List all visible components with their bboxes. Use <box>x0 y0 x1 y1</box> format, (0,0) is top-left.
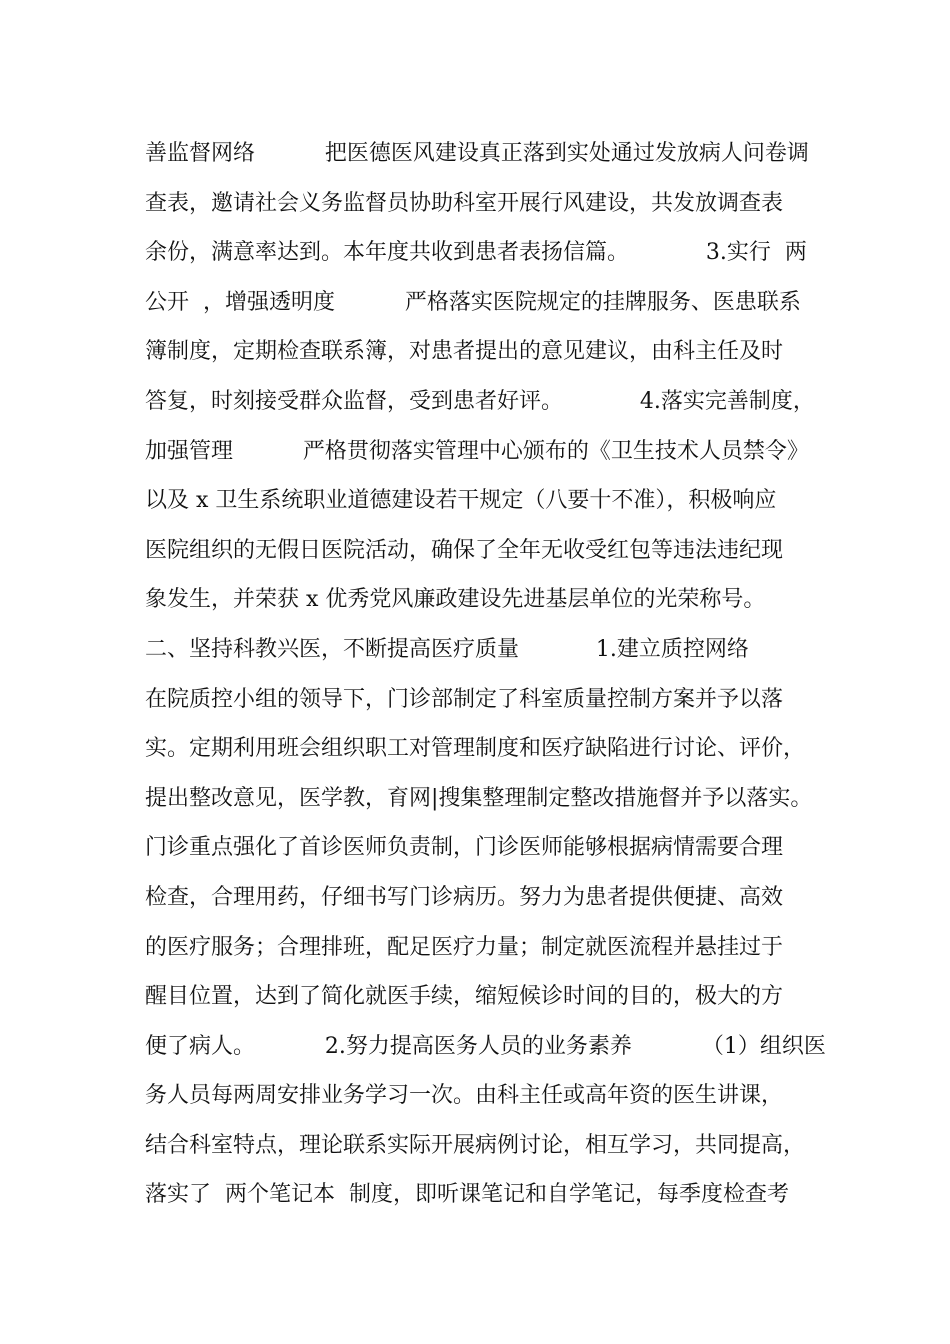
text-line: 提出整改意见，医学教，育网|搜集整理制定整改措施督并予以落实。 <box>145 785 813 811</box>
text-line: 务人员每两周安排业务学习一次。由科主任或高年资的医生讲课， <box>145 1083 784 1109</box>
text-line: 在院质控小组的领导下，门诊部制定了科室质量控制方案并予以落 <box>145 686 784 712</box>
body-text <box>145 129 835 1220</box>
text-line: 加强管理 严格贯彻落实管理中心颁布的《卫生技术人员禁令》 <box>145 438 809 464</box>
text-line: 簿制度，定期检查联系簿，对患者提出的意见建议，由科主任及时 <box>145 339 784 365</box>
text-line: 醒目位置，达到了简化就医手续，缩短候诊时间的目的，极大的方 <box>145 984 784 1010</box>
text-line: 查表，邀请社会义务监督员协助科室开展行风建设，共发放调查表 <box>145 190 784 216</box>
text-line: 的医疗服务；合理排班，配足医疗力量；制定就医流程并悬挂过于 <box>145 934 784 960</box>
section-heading-line: 二、坚持科教兴医，不断提高医疗质量 1.建立质控网络 <box>145 636 749 662</box>
text-line: 余份，满意率达到。本年度共收到患者表扬信篇。 3.实行 两 <box>145 240 807 266</box>
text-line: 医院组织的无假日医院活动，确保了全年无收受红包等违法违纪现 <box>145 537 784 563</box>
text-line: 答复，时刻接受群众监督，受到患者好评。 4.落实完善制度， <box>145 388 815 414</box>
text-line: 检查，合理用药，仔细书写门诊病历。努力为患者提供便捷、高效 <box>145 884 784 910</box>
text-line: 实。定期利用班会组织职工对管理制度和医疗缺陷进行讨论、评价， <box>145 736 806 762</box>
text-line: 结合科室特点，理论联系实际开展病例讨论，相互学习，共同提高， <box>145 1132 806 1158</box>
text-line: 象发生，并荣获 x 优秀党风廉政建设先进基层单位的光荣称号。 <box>145 587 766 613</box>
text-line: 便了病人。 2.努力提高医务人员的业务素养 （1）组织医 <box>145 1033 826 1059</box>
text-line: 善监督网络 把医德医风建设真正落到实处通过发放病人问卷调 <box>145 141 809 166</box>
text-line: 落实了 两个笔记本 制度，即听课笔记和自学笔记，每季度检查考 <box>145 1182 789 1208</box>
text-line: 公开 ，增强透明度 严格落实医院规定的挂牌服务、医患联系 <box>145 289 801 315</box>
text-line: 门诊重点强化了首诊医师负责制，门诊医师能够根据病情需要合理 <box>145 835 784 861</box>
text-line: 以及 x 卫生系统职业道德建设若干规定（八要十不准），积极响应 <box>145 488 777 514</box>
